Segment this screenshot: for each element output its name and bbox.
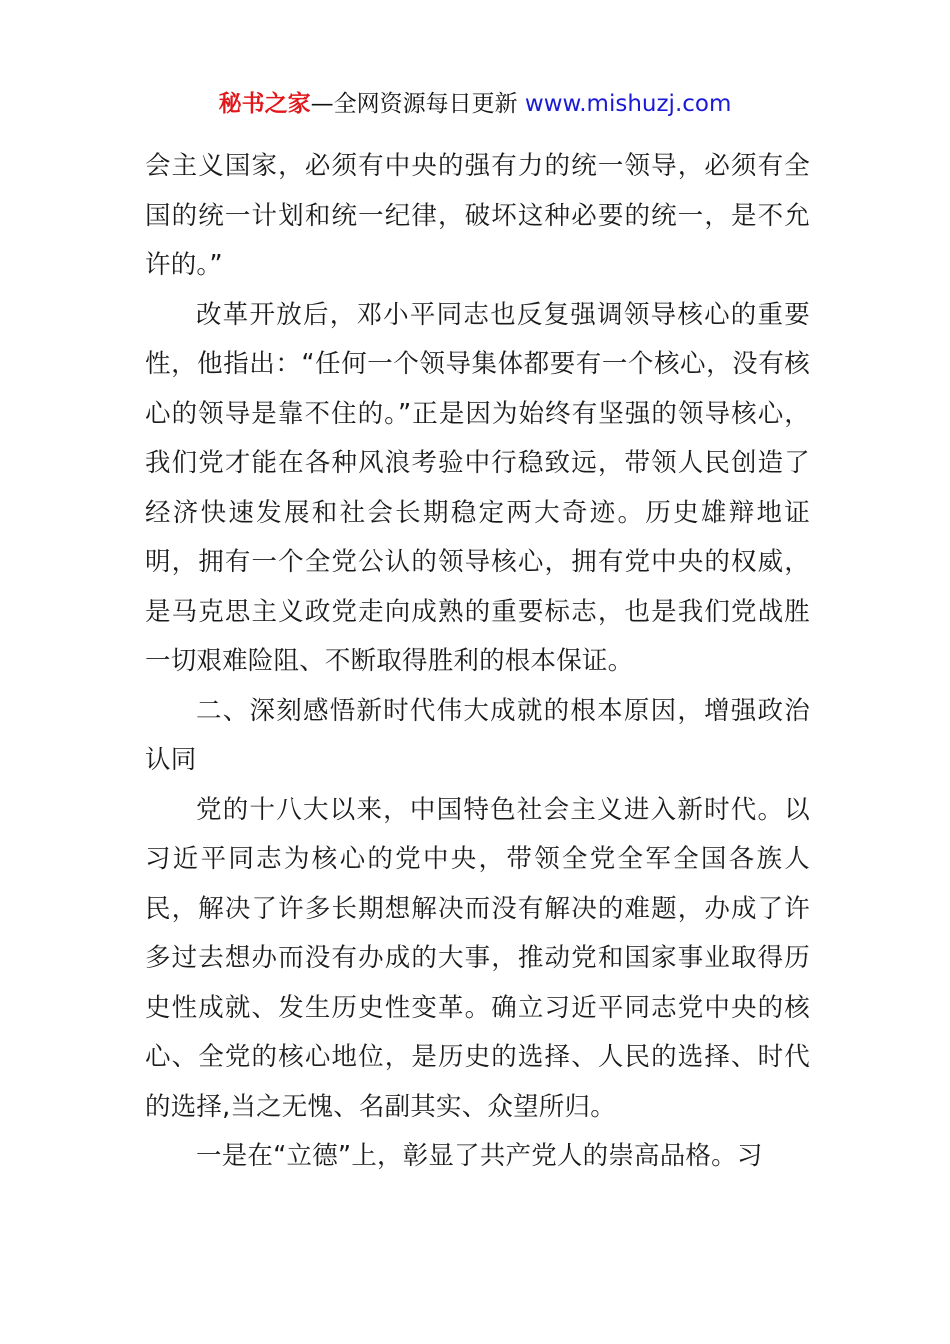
page-header <box>0 86 950 122</box>
paragraph-continuation: 会主义国家，必须有中央的强有力的统一领导，必须有全国的统一计划和统一纪律，破坏这种必要的统一，是不允许的。” <box>145 151 810 280</box>
site-brand: 秘书之家 <box>218 91 311 117</box>
section-heading-two: 二、深刻感悟新时代伟大成就的根本原因，增强政治认同 <box>145 695 810 775</box>
paragraph-li-de: 一是在“立德”上，彰显了共产党人的崇高品格。习 <box>196 1141 763 1171</box>
paragraph-new-era: 党的十八大以来，中国特色社会主义进入新时代。以习近平同志为核心的党中央，带领全党全军全国各族人民，解决了许多长期想解决而没有解决的难题，办成了许多过去想办而没有办成的大事，推动党和国家事业取得历史性成就、发生历史性变革。确立习近平同志党中央的核心、全党的核心地位，是历史的选择、人民的选择、时代的选择,当之无愧、名副其实、众望所归。 <box>145 794 810 1122</box>
site-tagline: —全网资源每日更新 <box>310 91 518 117</box>
document-body <box>145 142 810 1182</box>
paragraph-deng-xiaoping: 改革开放后，邓小平同志也反复强调领导核心的重要性，他指出：“任何一个领导集体都要有一个核心，没有核心的领导是靠不住的。”正是因为始终有坚强的领导核心，我们党才能在各种风浪考验中行稳致远，带领人民创造了经济快速发展和社会长期稳定两大奇迹。历史雄辩地证明，拥有一个全党公认的领导核心，拥有党中央的权威，是马克思主义政党走向成熟的重要标志，也是我们党战胜一切艰难险阻、不断取得胜利的根本保证。 <box>145 299 810 676</box>
site-url-link[interactable]: www.mishuzj.com <box>524 91 732 117</box>
